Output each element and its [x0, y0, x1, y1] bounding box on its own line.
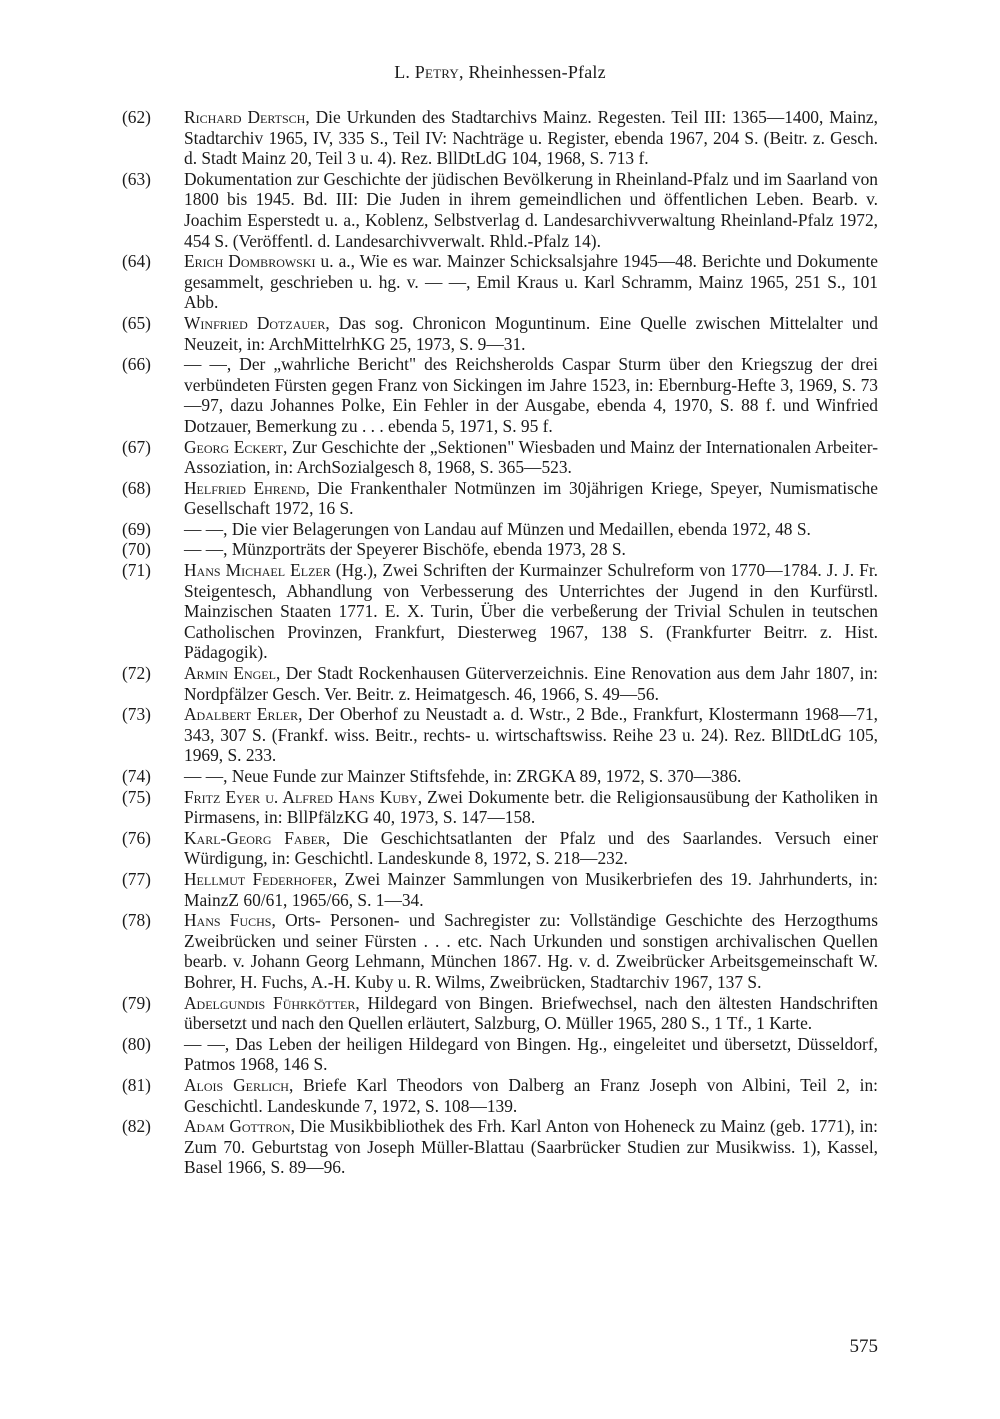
- entry-citation: , Zwei Dokumente betr. die Religionsausübung der Katholiken in Pirmasens, in: BllPfälzKG 40, 1973, S. 147—158.: [184, 786, 878, 828]
- entry-citation: u. a., Wie es war. Mainzer Schicksalsjahre 1945—48. Berichte und Dokumente gesammelt, geschrieben u. hg. v. — —, Emil Kraus u. Karl Schramm, Mainz 1965, 251 S., 101 Abb.: [184, 251, 879, 313]
- entry-number: (74): [122, 766, 151, 786]
- entry-text: [184, 704, 878, 766]
- bibliography-entry: [122, 910, 878, 992]
- bibliography-entry: [122, 704, 878, 766]
- entry-text: [184, 663, 878, 704]
- header-separator: ,: [459, 62, 469, 82]
- bibliography-entry: [122, 1116, 878, 1178]
- entry-citation: , Zwei Mainzer Sammlungen von Musikerbriefen des 19. Jahrhunderts, in: MainzZ 60/61, 1965/66, S. 1—34.: [184, 868, 878, 910]
- entry-number: (69): [122, 518, 151, 539]
- entry-number: (72): [122, 663, 151, 684]
- entry-number: (63): [122, 168, 151, 189]
- entry-author: Georg Eckert: [184, 436, 283, 457]
- entry-text: [184, 354, 878, 436]
- entry-text: [184, 251, 878, 313]
- bibliography-list: [122, 107, 878, 1178]
- entry-text: [184, 478, 878, 519]
- entry-citation: , Zur Geschichte der „Sektionen" Wiesbaden und Mainz der Internationalen Arbeiter-Assoziation, in: ArchSozialgesch 8, 1968, S. 365—523.: [184, 436, 879, 478]
- header-title: Rheinhessen-Pfalz: [468, 62, 606, 82]
- page-number: 575: [849, 1336, 878, 1357]
- bibliography-entry: [122, 251, 878, 313]
- entry-citation: , Hildegard von Bingen. Briefwechsel, nach den ältesten Handschriften übersetzt und nach den Quellen erläutert, Salzburg, O. Müller 1965, 280 S., 1 Tf., 1 Karte.: [184, 992, 878, 1034]
- entry-text: [184, 1116, 878, 1178]
- entry-citation: , Die Urkunden des Stadtarchivs Mainz. Regesten. Teil III: 1365—1400, Mainz, Stadtarchiv 1965, IV, 335 S., Teil IV: Nachträge u. Register, ebenda 1967, 204 S. (Beitr. z. Gesch. d. Stadt Mainz 20, Teil 3 u. 4). Rez. BllDtLdG 104, 1968, S. 713 f.: [184, 107, 878, 169]
- bibliography-entry: [122, 313, 878, 354]
- entry-citation: , Briefe Karl Theodors von Dalberg an Franz Joseph von Albini, Teil 2, in: Geschichtl. Landeskunde 7, 1972, S. 108—139.: [184, 1074, 878, 1116]
- bibliography-entry: [122, 766, 878, 787]
- entry-text: [184, 539, 878, 560]
- bibliography-entry: [122, 560, 878, 663]
- bibliography-entry: [122, 539, 878, 560]
- entry-text: [184, 766, 878, 787]
- entry-number: (73): [122, 704, 151, 725]
- entry-author: Erich Dombrowski: [184, 251, 316, 272]
- bibliography-entry: [122, 1075, 878, 1116]
- entry-author: Karl-Georg Faber: [184, 827, 326, 848]
- entry-text: [184, 828, 878, 869]
- bibliography-entry: [122, 169, 878, 251]
- bibliography-entry: [122, 107, 878, 169]
- entry-author: Adelgundis Führkötter: [184, 992, 356, 1013]
- entry-citation: — —, Neue Funde zur Mainzer Stiftsfehde, in: ZRGKA 89, 1972, S. 370—386.: [184, 766, 742, 786]
- bibliography-entry: [122, 437, 878, 478]
- entry-citation: , Das sog. Chronicon Moguntinum. Eine Quelle zwischen Mittelalter und Neuzeit, in: ArchMittelrhKG 25, 1973, S. 9—31.: [184, 312, 878, 354]
- entry-author: Adalbert Erler: [184, 704, 299, 725]
- entry-text: [184, 437, 878, 478]
- entry-citation: , Die Frankenthaler Notmünzen im 30jährigen Kriege, Speyer, Numismatische Gesellschaft 1972, 16 S.: [184, 477, 878, 519]
- entry-citation: — —, Der „wahrliche Bericht" des Reichsherolds Caspar Sturm über den Kriegszug der drei verbündeten Fürsten gegen Franz von Sickingen im Jahre 1523, in: Ebernburg-Hefte 3, 1969, S. 73—97, dazu Johannes Polke, Ein Fehler in der Ausgabe, ebenda 4, 1970, S. 88 f. und Winfried Dotzauer, Bemerkung zu . . . ebenda 5, 1971, S. 95 f.: [184, 354, 878, 436]
- entry-citation: Dokumentation zur Geschichte der jüdischen Bevölkerung in Rheinland-Pfalz und im Saarland von 1800 bis 1945. Bd. III: Die Juden in ihrem gemeindlichen und öffentlichen Leben. Bearb. v. Joachim Esperstedt u. a., Koblenz, Selbstverlag d. Landesarchivverwaltung Rheinland-Pfalz 1972, 454 S. (Veröffentl. d. Landesarchivverwalt. Rhld.-Pfalz 14).: [184, 168, 878, 251]
- entry-text: [184, 169, 878, 251]
- entry-author: Richard Dertsch: [184, 107, 306, 127]
- entry-number: (70): [122, 539, 151, 560]
- bibliography-entry: [122, 663, 878, 704]
- entry-citation: — —, Das Leben der heiligen Hildegard von Bingen. Hg., eingeleitet und übersetzt, Düsseldorf, Patmos 1968, 146 S.: [184, 1033, 878, 1075]
- entry-number: (75): [122, 786, 151, 807]
- entry-citation: — —, Die vier Belagerungen von Landau auf Münzen und Medaillen, ebenda 1972, 48 S.: [184, 518, 811, 539]
- header-author: L. Petry: [394, 62, 460, 82]
- entry-citation: , Orts- Personen- und Sachregister zu: Vollständige Geschichte des Herzogthums Zweibrücken und seiner Fürsten . . . etc. Nach Urkunden und sonstigen archivalischen Quellen bearb. v. Johann Georg Lehmann, München 1867. Hg. v. d. Zweibrücker Arbeitsgemeinschaft W. Bohrer, H. Fuchs, A.-H. Kuby u. R. Wilms, Zweibrücken, Stadtarchiv 1967, 137 S.: [184, 910, 878, 992]
- entry-citation: , Der Oberhof zu Neustadt a. d. Wstr., 2 Bde., Frankfurt, Klostermann 1968—71, 343, 307 S. (Frankf. wiss. Beitr., rechts- u. wirtschaftswiss. Reihe 23 u. 24). Rez. BllDtLdG 105, 1969, S. 233.: [184, 704, 878, 766]
- entry-author: Adam Gottron: [184, 1116, 291, 1137]
- bibliography-entry: [122, 869, 878, 910]
- running-header: [0, 62, 1000, 83]
- entry-number: (68): [122, 477, 151, 498]
- bibliography-entry: [122, 1034, 878, 1075]
- entry-number: (78): [122, 910, 151, 931]
- entry-text: [184, 560, 878, 663]
- entry-author: Helfried Ehrend: [184, 477, 306, 498]
- entry-text: [184, 1034, 878, 1075]
- entry-author: Armin Engel: [184, 663, 276, 684]
- entry-text: [184, 519, 878, 540]
- entry-number: (80): [122, 1033, 151, 1054]
- entry-author: Hellmut Federhofer: [184, 868, 333, 889]
- entry-text: [184, 1075, 878, 1116]
- entry-author: Hans Fuchs: [184, 910, 272, 931]
- entry-number: (77): [122, 868, 151, 889]
- entry-number: (71): [122, 560, 151, 581]
- entry-citation: , Der Stadt Rockenhausen Güterverzeichnis. Eine Renovation aus dem Jahr 1807, in: Nordpfälzer Gesch. Ver. Beitr. z. Heimatgesch. 46, 1966, S. 49—56.: [184, 663, 879, 704]
- entry-number: (81): [122, 1074, 151, 1095]
- entry-number: (64): [122, 251, 151, 272]
- entry-author: Hans Michael Elzer: [184, 560, 331, 581]
- entry-citation: , Die Musikbibliothek des Frh. Karl Anton von Hoheneck zu Mainz (geb. 1771), in: Zum 70. Geburtstag von Joseph Müller-Blattau (Saarbrücker Studien zur Musikwiss. 1), Kassel, Basel 1966, S. 89—96.: [184, 1116, 878, 1178]
- entry-text: [184, 313, 878, 354]
- entry-author: Fritz Eyer u. Alfred Hans Kuby: [184, 786, 418, 807]
- bibliography-entry: [122, 519, 878, 540]
- entry-citation: — —, Münzporträts der Speyerer Bischöfe, ebenda 1973, 28 S.: [184, 539, 626, 560]
- entry-text: [184, 107, 878, 169]
- entry-citation: , Die Geschichtsatlanten der Pfalz und des Saarlandes. Versuch einer Würdigung, in: Geschichtl. Landeskunde 8, 1972, S. 218—232.: [184, 827, 878, 869]
- entry-text: [184, 787, 878, 828]
- entry-text: [184, 869, 878, 910]
- entry-author: Winfried Dotzauer: [184, 312, 326, 333]
- entry-number: (65): [122, 312, 151, 333]
- entry-text: [184, 910, 878, 992]
- bibliography-entry: [122, 354, 878, 436]
- entry-number: (76): [122, 827, 151, 848]
- entry-number: (79): [122, 992, 151, 1013]
- bibliography-entry: [122, 993, 878, 1034]
- entry-citation: (Hg.), Zwei Schriften der Kurmainzer Schulreform von 1770—1784. J. J. Fr. Steigentesch, Abhandlung von Verbesserung des Unterrichtes der Jugend in den Kurfürstl. Mainzischen Staaten 1771. E. X. Turin, Über die verbeßerung der Trivial Schulen in teutschen Catholischen Provinzen, Frankfurt, Diesterweg 1967, 138 S. (Frankfurter Beitrr. z. Hist. Pädagogik).: [184, 560, 878, 663]
- entry-number: (62): [122, 107, 151, 127]
- entry-number: (67): [122, 436, 151, 457]
- entry-text: [184, 993, 878, 1034]
- bibliography-entry: [122, 787, 878, 828]
- bibliography-entry: [122, 478, 878, 519]
- entry-number: (82): [122, 1116, 151, 1137]
- bibliography-entry: [122, 828, 878, 869]
- entry-author: Alois Gerlich: [184, 1074, 289, 1095]
- entry-number: (66): [122, 354, 151, 375]
